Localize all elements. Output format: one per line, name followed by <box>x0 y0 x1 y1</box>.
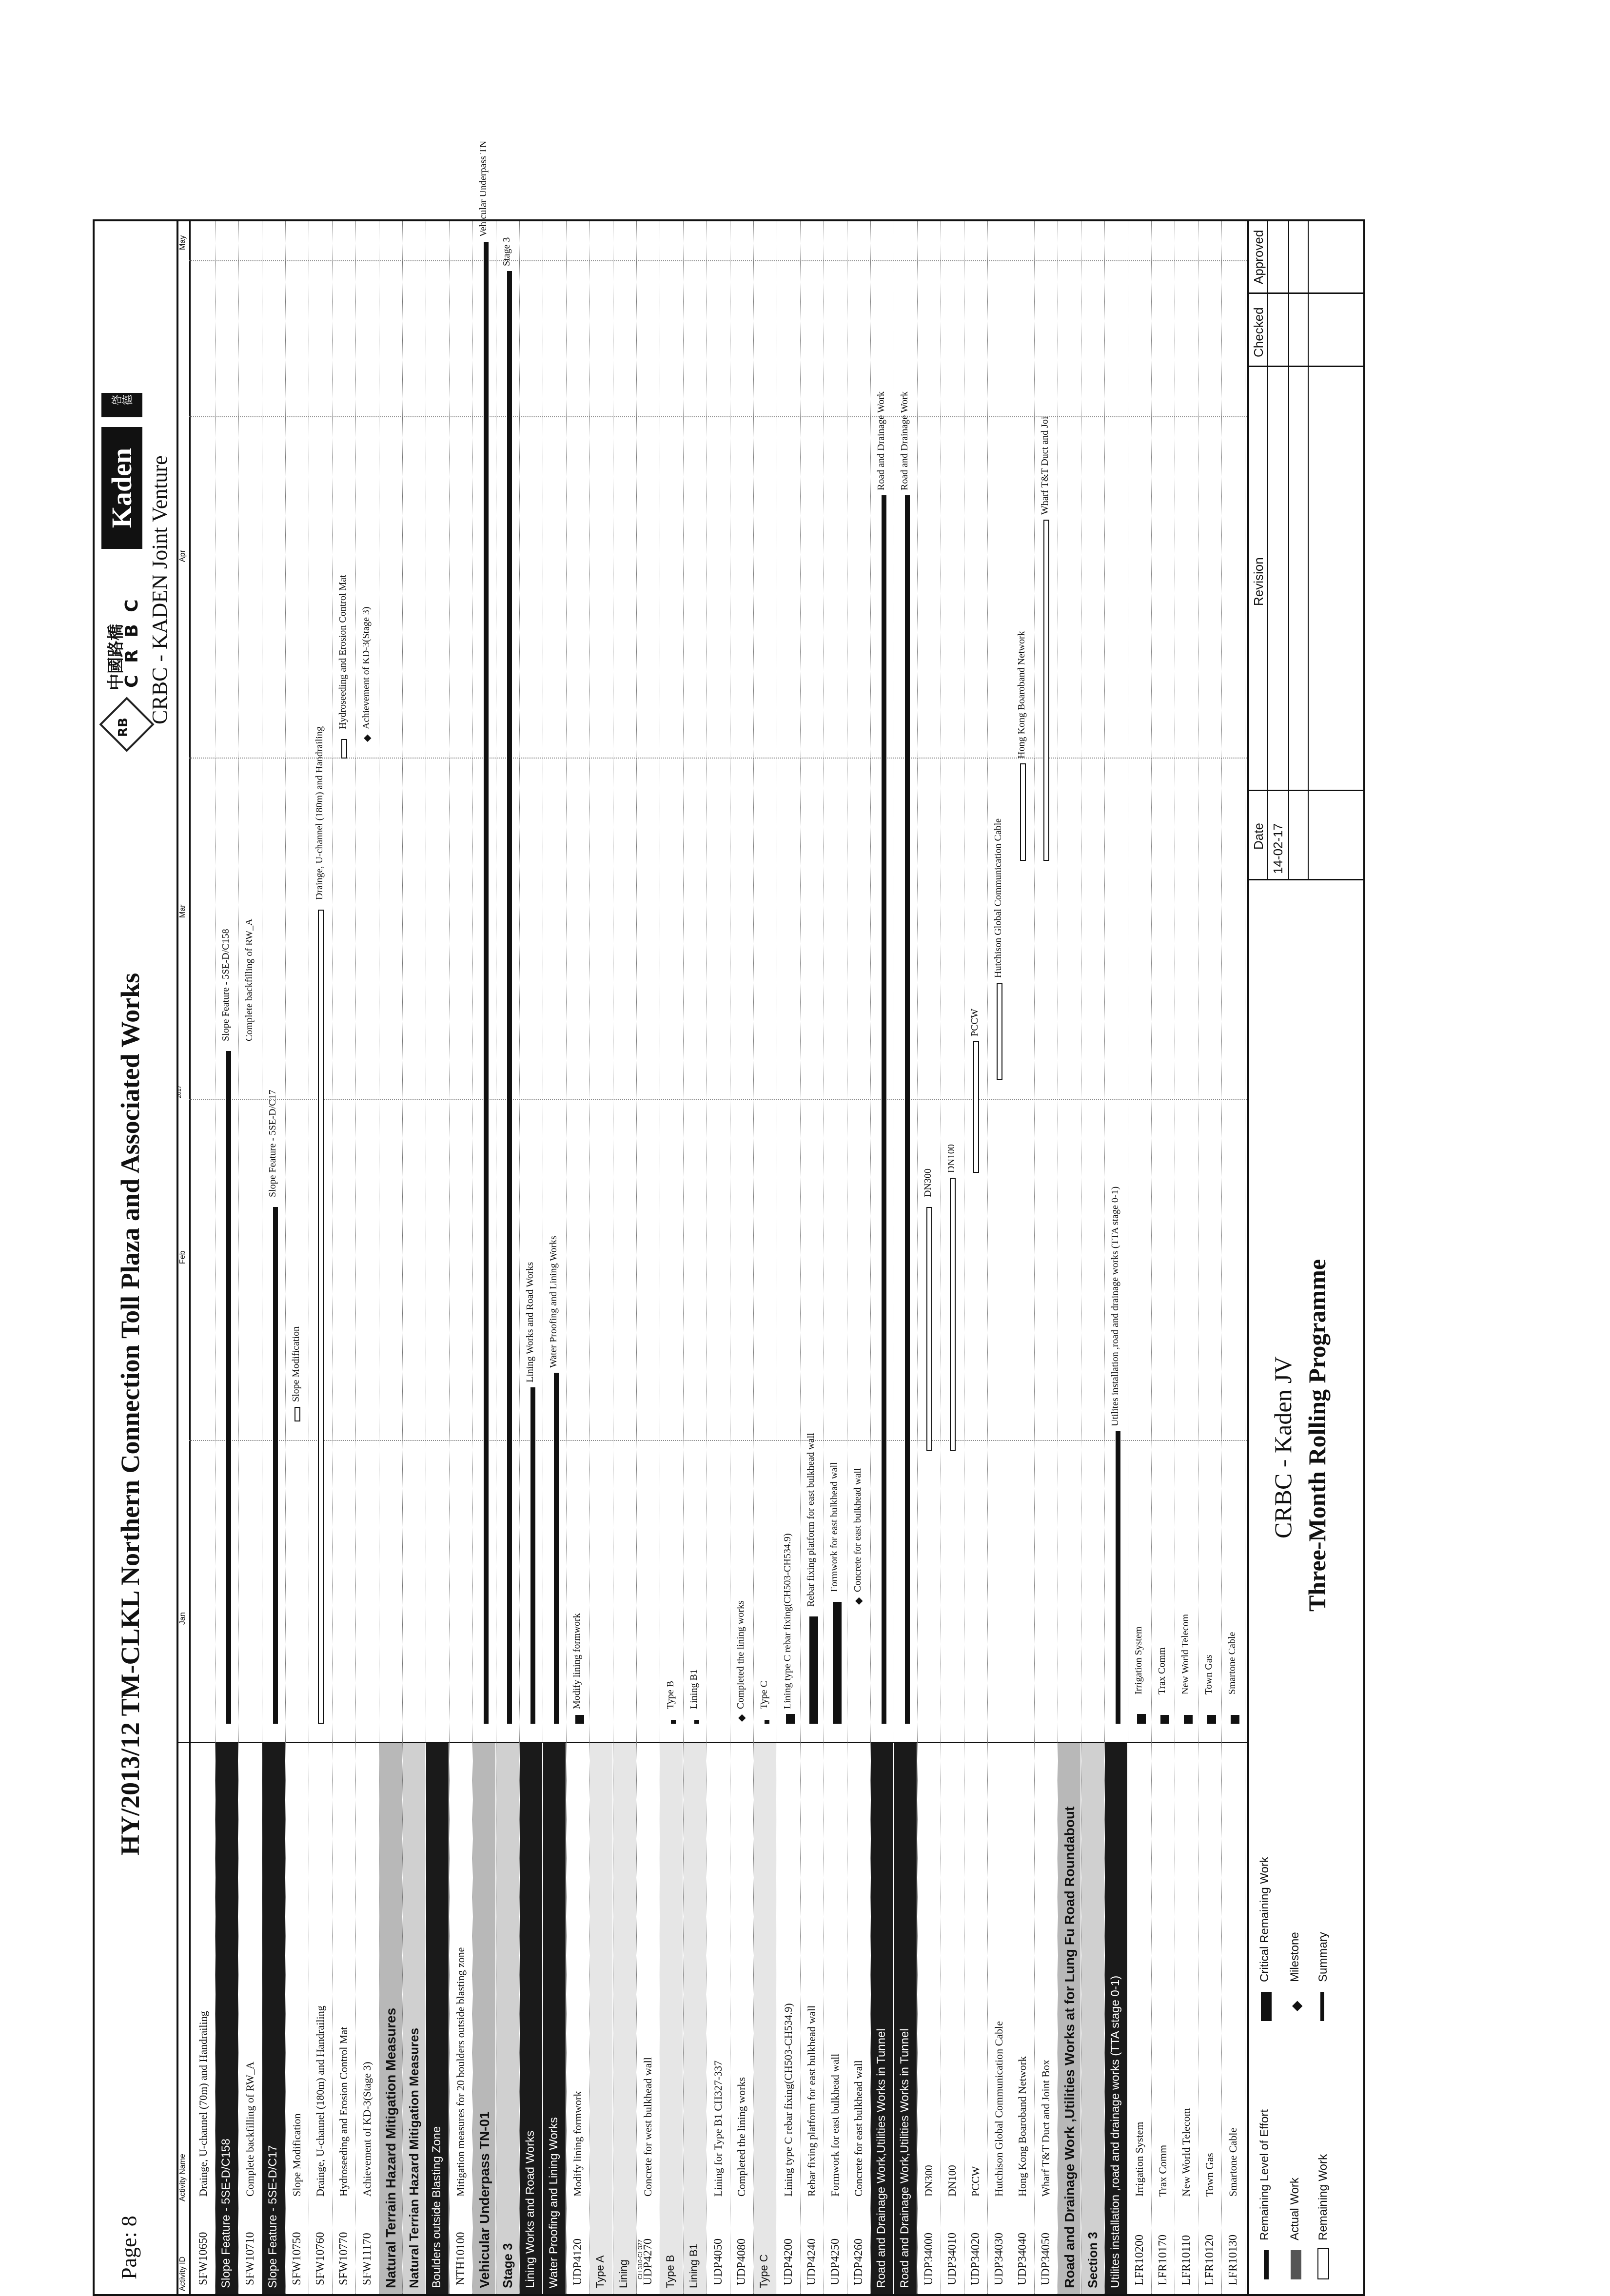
gantt-bar-label: Stage 3 <box>501 237 512 266</box>
critical-bar[interactable] <box>1207 1715 1216 1724</box>
gantt-bar-label: Type B <box>665 1680 676 1709</box>
activity-name: Achievement of KD-3(Stage 3) <box>361 2062 373 2197</box>
activity-id: SFW10750 <box>291 2232 303 2285</box>
activity-row[interactable] <box>1198 1743 1221 2294</box>
wbs-header-row[interactable] <box>660 1743 683 2294</box>
activity-row[interactable] <box>707 1743 729 2294</box>
activity-row[interactable] <box>309 1743 332 2294</box>
legend-remaining-work: Remaining Work <box>1316 2154 1330 2240</box>
activity-name: Lining for Type B1 CH327-337 <box>712 2060 724 2197</box>
gantt-bar-label: Formwork for east bulkhead wall <box>829 1462 840 1592</box>
wbs-title: Boulders outside Blasting Zone <box>430 2126 443 2288</box>
summary-bar[interactable] <box>671 1720 676 1724</box>
rev-approved-header: Approved <box>1251 230 1266 284</box>
wbs-title: Road and Drainage Work ,Utilities Works at for Lung Fu Road Roundabout <box>1062 1806 1077 2288</box>
activity-id: UDP4050 <box>712 2238 725 2285</box>
legend-swatch-actual <box>1291 2250 1301 2279</box>
row-separator <box>800 221 801 2294</box>
row-separator <box>917 221 918 2294</box>
page-number: Page: 8 <box>117 2216 141 2279</box>
row-separator <box>238 221 239 2294</box>
activity-name: Town Gas <box>1203 2153 1216 2197</box>
activity-row[interactable] <box>777 1743 800 2294</box>
gantt-bar-label: Trax Comm <box>1157 1647 1167 1694</box>
rev-date-header: Date <box>1251 823 1266 850</box>
activity-row[interactable] <box>1035 1743 1057 2294</box>
gantt-bar-label: Water Proofing and Lining Works <box>548 1236 559 1368</box>
activity-name: Irrigation System <box>1133 2121 1145 2197</box>
activity-row[interactable] <box>801 1743 823 2294</box>
gantt-bar-label: Hydroseeding and Erosion Control Mat <box>337 575 348 729</box>
row-separator <box>589 221 590 2294</box>
activity-row[interactable] <box>567 1743 589 2294</box>
activity-id: UDP34050 <box>1040 2232 1052 2285</box>
month-apr: Apr <box>178 550 187 562</box>
activity-row[interactable] <box>824 1743 846 2294</box>
gantt-bar-label: Vehicular Underpass TN <box>478 140 489 237</box>
activity-name: New World Telecom <box>1180 2108 1192 2197</box>
critical-bar[interactable] <box>1160 1715 1169 1724</box>
remaining-bar[interactable] <box>1043 520 1049 861</box>
activity-row[interactable] <box>333 1743 355 2294</box>
activity-id: UDP34020 <box>969 2232 982 2285</box>
row-separator <box>332 221 333 2294</box>
gantt-bar-label: Complete backfilling of RW_A <box>244 918 255 1041</box>
activity-row[interactable] <box>356 1743 378 2294</box>
critical-bar[interactable] <box>809 1616 818 1724</box>
activity-name: Concrete for east bulkhead wall <box>852 2060 864 2197</box>
gantt-bar-label: Slope Feature - 5SE-D/C17 <box>267 1090 278 1197</box>
activity-id: SFW10710 <box>244 2232 256 2285</box>
legend-milestone: Milestone <box>1288 1932 1301 1982</box>
activity-id: LFR10170 <box>1157 2234 1169 2285</box>
wbs-title: Lining B1 <box>687 2243 700 2288</box>
gantt-bar-label: Road and Drainage Work <box>899 391 910 490</box>
legend-swatch-remaining <box>1317 2248 1329 2279</box>
wbs-title: Road and Drainage Work,Utilities Works in Tunnel <box>875 2028 888 2288</box>
row-separator <box>215 221 216 2294</box>
wbs-title: Section 3 <box>1085 2232 1100 2288</box>
activity-id: UDP34000 <box>923 2232 935 2285</box>
activity-row[interactable] <box>637 1743 659 2294</box>
gantt-bar-label: Smartone Cable <box>1227 1632 1237 1694</box>
col-activity-id: Activity ID <box>178 2256 187 2291</box>
rev-table-line <box>1249 292 1365 294</box>
activity-name: Completed the lining works <box>735 2077 747 2197</box>
activity-row[interactable] <box>988 1743 1010 2294</box>
gantt-bar-label: New World Telecom <box>1180 1614 1191 1694</box>
milestone-icon[interactable]: ◆ <box>736 1714 747 1722</box>
activity-row[interactable] <box>1128 1743 1151 2294</box>
row-separator <box>449 221 450 2294</box>
legend-critical-remaining: Critical Remaining Work <box>1258 1857 1271 1982</box>
wbs-header-row[interactable] <box>473 1743 495 2294</box>
row-separator <box>1034 221 1035 2294</box>
month-mar: Mar <box>178 904 187 918</box>
activity-id: SFW11170 <box>361 2233 373 2285</box>
activity-row[interactable] <box>192 1743 215 2294</box>
activity-row[interactable] <box>1152 1743 1174 2294</box>
summary-bar[interactable] <box>882 495 886 1724</box>
wbs-title: Natural Terrain Hazard Mitigation Measures <box>383 2007 398 2288</box>
critical-bar[interactable] <box>1184 1715 1193 1724</box>
footer-subtitle: Three-Month Rolling Programme <box>1303 1259 1331 1612</box>
activity-name: Drainge, U-channel (70m) and Handrailing <box>197 2011 209 2197</box>
row-separator <box>355 221 356 2294</box>
row-separator <box>519 221 520 2294</box>
rev-table-line <box>1288 220 1289 879</box>
legend-swatch-critical <box>1261 1992 1272 2021</box>
activity-row[interactable] <box>964 1743 987 2294</box>
gantt-bar-label: DN300 <box>923 1168 933 1197</box>
gantt-bar-label: Slope Feature - 5SE-D/C158 <box>220 929 231 1041</box>
rb-logo-text: RB <box>116 718 131 737</box>
rev-date-value: 14-02-17 <box>1271 823 1285 874</box>
summary-bar[interactable] <box>905 495 910 1724</box>
row-separator <box>987 221 988 2294</box>
remaining-bar[interactable] <box>341 739 347 759</box>
wbs-title: Vehicular Underpass TN-01 <box>477 2111 492 2288</box>
activity-row[interactable] <box>918 1743 940 2294</box>
kaden-logo: Kaden <box>101 427 142 549</box>
gantt-bar-label: Town Gas <box>1203 1654 1214 1694</box>
activity-id: LFR10110 <box>1180 2235 1193 2285</box>
gantt-bar-label: Lining B1 <box>688 1669 699 1709</box>
wbs-title: Type C <box>758 2254 770 2288</box>
activity-name: Smartone Cable <box>1227 2127 1239 2197</box>
logo-block <box>97 222 175 754</box>
wbs-header-row[interactable] <box>496 1743 519 2294</box>
gantt-bar-label: Concrete for east bulkhead wall <box>852 1468 863 1592</box>
rev-table-line <box>1249 790 1365 791</box>
activity-id: SFW10760 <box>314 2232 327 2285</box>
activity-row[interactable] <box>239 1743 261 2294</box>
wbs-title: Road and Drainage Work,Utilities Works in Tunnel <box>898 2028 911 2288</box>
gantt-bar-label: Hutchison Global Communication Cable <box>993 818 1003 978</box>
wbs-header-row[interactable] <box>590 1743 612 2294</box>
summary-bar[interactable] <box>765 1720 769 1724</box>
summary-bar[interactable] <box>507 271 512 1724</box>
activity-id: UDP34040 <box>1016 2232 1029 2285</box>
summary-bar[interactable] <box>530 1387 535 1724</box>
wbs-header-row[interactable] <box>379 1743 402 2294</box>
gantt-bar-label: Rebar fixing platform for east bulkhead wall <box>805 1433 816 1607</box>
revision-table <box>1249 220 1365 880</box>
remaining-bar[interactable] <box>950 1178 956 1451</box>
wbs-header-row[interactable] <box>1058 1743 1080 2294</box>
legend-swatch-summary <box>1320 1992 1324 2021</box>
critical-bar[interactable] <box>833 1602 842 1724</box>
row-separator <box>870 221 871 2294</box>
gantt-bar-label: Road and Drainage Work <box>876 391 886 490</box>
row-separator <box>566 221 567 2294</box>
crbc-english-logo: C R B C <box>122 596 142 688</box>
activity-id: LFR10200 <box>1133 2234 1146 2285</box>
timeline-year: 2017 <box>176 1085 182 1098</box>
activity-name: Lining type C rebar fixing(CH503-CH534.9) <box>782 2003 794 2197</box>
wbs-header-row[interactable] <box>894 1743 917 2294</box>
wbs-header-row[interactable] <box>216 1743 238 2294</box>
activity-id: NTH10100 <box>454 2232 467 2285</box>
summary-bar[interactable] <box>1116 1431 1120 1724</box>
activity-name: Concrete for west bulkhead wall <box>642 2057 654 2197</box>
rev-table-line <box>1308 220 1309 879</box>
critical-bar[interactable] <box>1231 1715 1239 1724</box>
gantt-bar-label: Lining type C rebar fixing(CH503-CH534.9) <box>782 1533 793 1709</box>
summary-bar[interactable] <box>273 1207 278 1724</box>
activity-row[interactable] <box>847 1743 870 2294</box>
legend-actual-work: Actual Work <box>1288 2178 1301 2240</box>
summary-bar[interactable] <box>484 242 489 1724</box>
activity-id: UDP4250 <box>829 2238 842 2285</box>
activity-name: Hydroseeding and Erosion Control Mat <box>337 2026 350 2197</box>
activity-name: Drainge, U-channel (180m) and Handrailing <box>314 2005 326 2197</box>
footer-title: CRBC - Kaden JV <box>1269 1356 1296 1538</box>
gantt-bar-label: Hong Kong Boaroband Network <box>1016 631 1027 759</box>
wbs-header-row[interactable] <box>403 1743 425 2294</box>
milestone-icon: ◆ <box>1289 2001 1304 2011</box>
gantt-bar-label: Slope Modification <box>291 1326 301 1402</box>
critical-bar[interactable] <box>575 1715 584 1724</box>
remaining-bar[interactable] <box>295 1407 300 1421</box>
milestone-icon[interactable]: ◆ <box>362 734 373 742</box>
grid-line <box>189 416 1247 417</box>
activity-name: Slope Modification <box>291 2113 303 2197</box>
row-separator <box>753 221 754 2294</box>
row-separator <box>285 221 286 2294</box>
row-separator <box>1151 221 1152 2294</box>
gantt-bar-label: Utilites installation ,road and drainage works (TTA stage 0-1) <box>1110 1186 1120 1426</box>
activity-id: UDP34030 <box>993 2232 1005 2285</box>
wbs-title: Type A <box>594 2255 606 2288</box>
activity-name: Modify lining formwork <box>571 2091 584 2197</box>
wbs-header-row[interactable] <box>426 1743 449 2294</box>
critical-bar[interactable] <box>1137 1714 1146 1724</box>
activity-id: UDP4120 <box>571 2238 584 2285</box>
activity-name: Complete backfilling of RW_A <box>244 2062 256 2197</box>
sheet-header <box>95 221 178 2294</box>
activity-name: Mitigation measures for 20 boulders outside blasting zone <box>454 1947 467 2197</box>
wbs-header-row[interactable] <box>520 1743 542 2294</box>
activity-name: Formwork for east bulkhead wall <box>829 2053 841 2197</box>
summary-bar[interactable] <box>226 1051 231 1724</box>
gantt-chart <box>189 140 1247 1743</box>
activity-name: Rebar fixing platform for east bulkhead wall <box>805 2005 818 2197</box>
timeline-header <box>177 220 189 1743</box>
rev-table-line <box>1249 366 1365 367</box>
wbs-title: Utilites installation ,road and drainage works (TTA stage 0-1) <box>1109 1975 1122 2288</box>
row-separator <box>683 221 684 2294</box>
activity-name: Hutchison Global Communication Cable <box>993 2021 1005 2197</box>
rev-revision-header: Revision <box>1251 557 1266 606</box>
activity-id: LFR10120 <box>1203 2234 1216 2285</box>
activity-name: Hong Kong Boaroband Network <box>1016 2056 1028 2197</box>
remaining-bar[interactable] <box>973 1041 979 1173</box>
rev-checked-header: Checked <box>1251 307 1266 357</box>
activity-row[interactable] <box>450 1743 472 2294</box>
rev-table-line <box>1267 220 1268 879</box>
activity-name: DN300 <box>923 2165 935 2197</box>
activity-id: SFW10650 <box>197 2232 210 2285</box>
row-separator <box>1104 221 1105 2294</box>
grid-line <box>189 260 1247 261</box>
activity-name: PCCW <box>969 2166 982 2197</box>
activity-id: UDP4240 <box>805 2238 818 2285</box>
legend-swatch-loe <box>1264 2250 1269 2279</box>
wbs-title: Natural Terrian Hazard Mitigation Measures <box>407 2027 421 2288</box>
activity-id: UDP34010 <box>946 2232 959 2285</box>
gantt-bar-label: DN100 <box>946 1144 957 1173</box>
activity-id: UDP4080 <box>735 2238 748 2285</box>
remaining-bar[interactable] <box>926 1207 932 1451</box>
chainage-tag: CH 310-CH327 <box>637 2239 644 2279</box>
activity-id: UDP4260 <box>852 2238 865 2285</box>
activity-row[interactable] <box>730 1743 753 2294</box>
wbs-title: Slope Feature - 5SE-D/C158 <box>219 2139 233 2288</box>
activity-id: UDP4270 <box>642 2238 654 2285</box>
wbs-header-row[interactable] <box>684 1743 706 2294</box>
grid-line <box>189 1440 1247 1441</box>
row-separator <box>402 221 403 2294</box>
activity-id: SFW10770 <box>337 2232 350 2285</box>
grid-line <box>189 758 1247 759</box>
gantt-bar-label: Drainge, U-channel (180m) and Handrailing <box>314 726 325 900</box>
summary-bar[interactable] <box>554 1373 559 1724</box>
activity-name: Wharf T&T Duct and Joint Box <box>1040 2060 1052 2197</box>
wbs-title: Water Proofing and Lining Works <box>547 2117 560 2288</box>
activity-row[interactable] <box>1011 1743 1034 2294</box>
col-activity-name: Activity Name <box>178 2154 187 2201</box>
wbs-title: Type B <box>664 2255 676 2288</box>
wbs-header-row[interactable] <box>1105 1743 1127 2294</box>
activity-row[interactable] <box>1175 1743 1198 2294</box>
gantt-bar-label: Type C <box>759 1680 769 1709</box>
wbs-header-row[interactable] <box>1081 1743 1104 2294</box>
row-separator <box>1221 221 1222 2294</box>
wbs-header-row[interactable] <box>543 1743 566 2294</box>
crbc-chinese-logo: 中國路橋 <box>106 624 126 690</box>
month-may: May <box>178 235 187 250</box>
gantt-bar-label: Wharf T&T Duct and Joi <box>1040 416 1050 515</box>
programme-body <box>189 140 1247 2294</box>
wbs-title: Lining Works and Road Works <box>524 2130 537 2288</box>
gantt-bar-label: PCCW <box>969 1009 980 1036</box>
activity-table <box>189 1742 1247 2294</box>
joint-venture-name: CRBC - KADEN Joint Venture <box>148 455 172 724</box>
sheet-footer <box>1247 221 1365 2294</box>
activity-id: LFR10130 <box>1227 2234 1239 2285</box>
gantt-bar-label: Completed the lining works <box>735 1600 746 1709</box>
column-header <box>177 221 191 2294</box>
gantt-bar-label: Irrigation System <box>1133 1626 1144 1694</box>
legend-summary: Summary <box>1316 1932 1330 1982</box>
gantt-bar-label: Achievement of KD-3(Stage 3) <box>361 606 372 729</box>
month-feb: Feb <box>178 1250 187 1264</box>
gantt-bar-label: Modify lining formwork <box>571 1613 582 1709</box>
legend-remaining-loe: Remaining Level of Effort <box>1258 2109 1271 2240</box>
activity-row[interactable] <box>286 1743 308 2294</box>
activity-name: DN100 <box>946 2165 958 2197</box>
remaining-bar[interactable] <box>318 910 324 1724</box>
kaden-chinese-logo: 啓德 <box>101 393 142 417</box>
grid-line <box>189 1099 1247 1100</box>
wbs-title: Stage 3 <box>500 2243 515 2288</box>
summary-bar[interactable] <box>694 1720 699 1724</box>
activity-row[interactable] <box>1222 1743 1244 2294</box>
remaining-bar[interactable] <box>1020 763 1026 861</box>
row-separator <box>636 221 637 2294</box>
gantt-bar-label: Lining Works and Road Works <box>525 1262 535 1382</box>
programme-sheet <box>93 140 1365 2296</box>
month-jan: Jan <box>178 1612 187 1625</box>
wbs-header-row[interactable] <box>613 1743 636 2294</box>
remaining-bar[interactable] <box>997 983 1002 1080</box>
activity-row[interactable] <box>941 1743 963 2294</box>
project-title: HY/2013/12 TM-CLKL Northern Connection Toll Plaza and Associated Works <box>116 973 145 1855</box>
wbs-title: Lining <box>617 2259 629 2288</box>
activity-name: Trax Comm <box>1157 2144 1169 2197</box>
activity-id: UDP4200 <box>782 2238 795 2285</box>
wbs-header-row[interactable] <box>871 1743 893 2294</box>
milestone-icon[interactable]: ◆ <box>853 1597 864 1605</box>
wbs-header-row[interactable] <box>262 1743 285 2294</box>
wbs-title: Slope Feature - 5SE-D/C17 <box>266 2145 279 2288</box>
row-separator <box>472 221 473 2294</box>
critical-bar[interactable] <box>786 1714 795 1724</box>
wbs-header-row[interactable] <box>754 1743 776 2294</box>
